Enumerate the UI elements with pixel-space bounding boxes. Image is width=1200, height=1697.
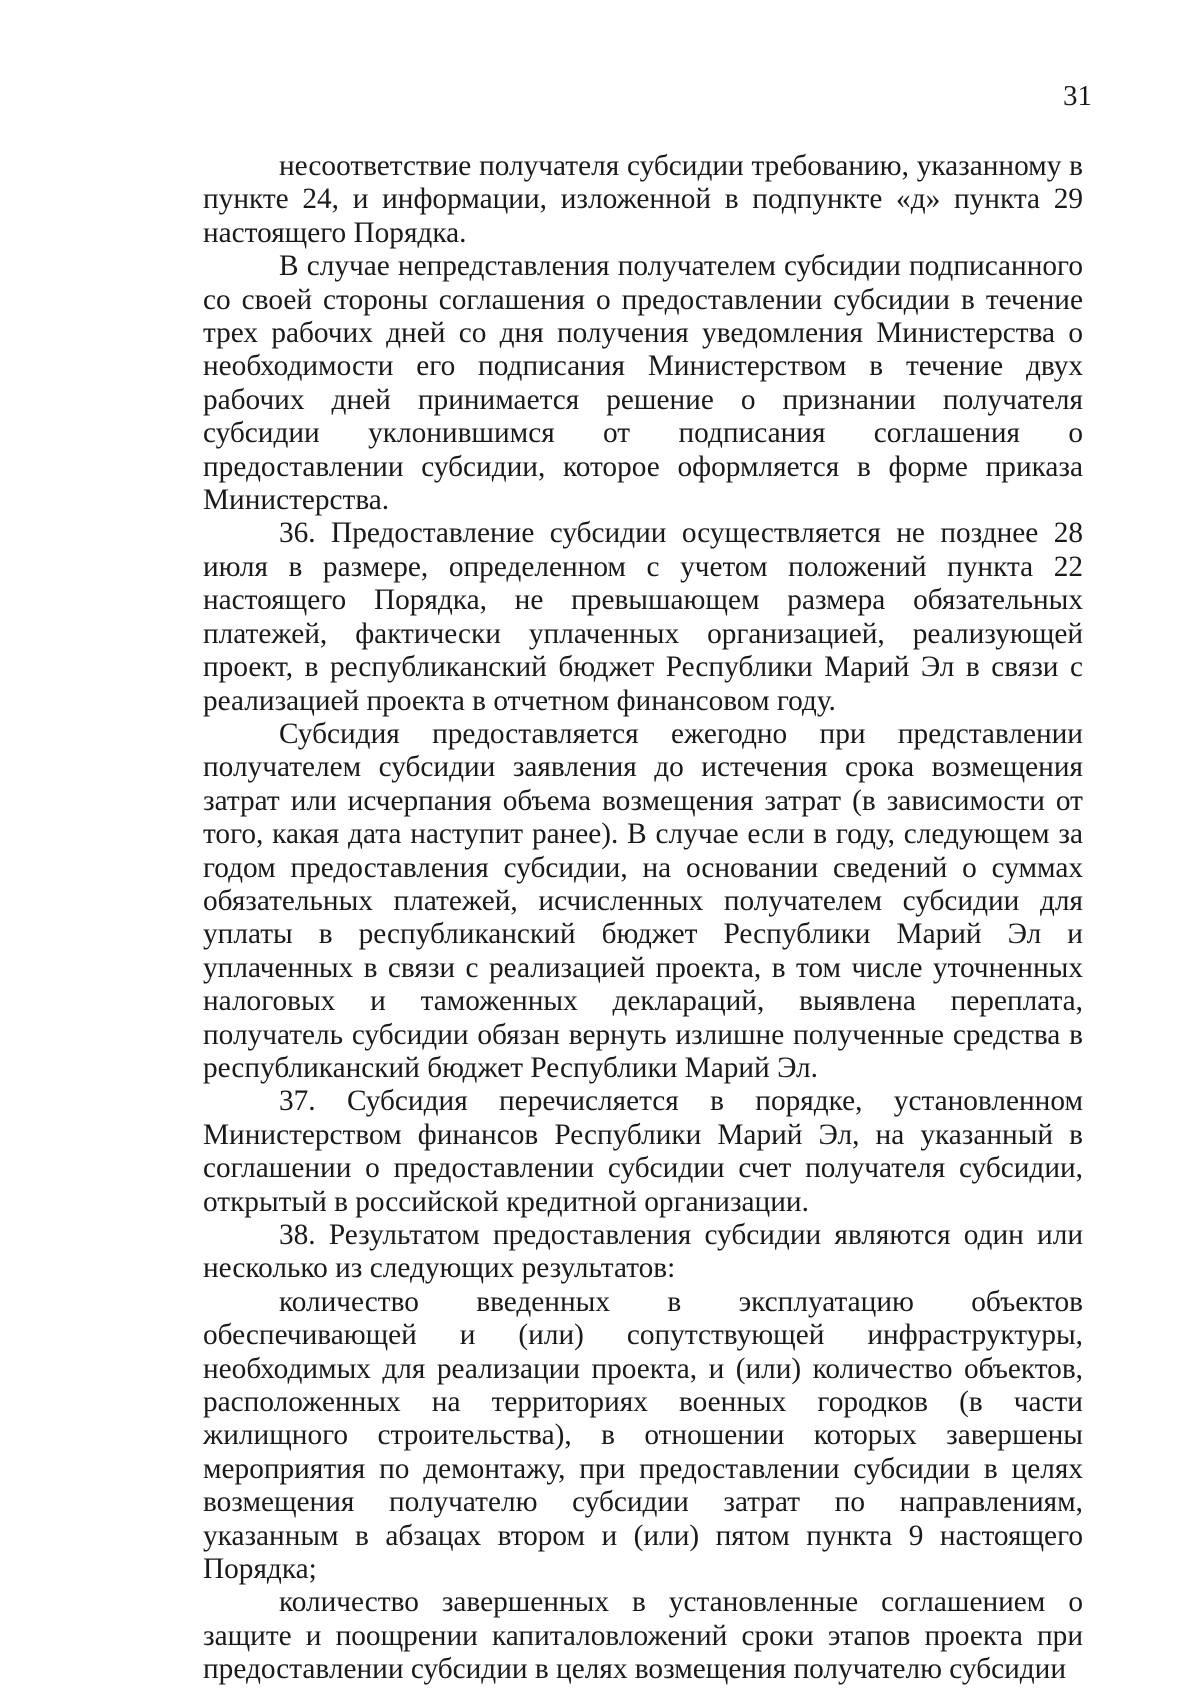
paragraph-3: 36. Предоставление субсидии осуществляется не позднее 28 июля в размере, определенном с учетом положений пункта 22 настоящего Порядка, не превышающем размера обязательных платежей, фактически уплаченных организацией, реализующей проект, в республиканский бюджет Республики Марий Эл в связи с реализацией проекта в отчетном финансовом году. xyxy=(203,517,1083,717)
paragraph-2: В случае непредставления получателем субсидии подписанного со своей стороны соглашения о предоставлении субсидии в течение трех рабочих дней со дня получения уведомления Министерства о необходимости его подписания Министерством в течение двух рабочих дней принимается решение о признании получателя субсидии уклонившимся от подписания соглашения о предоставлении субсидии, которое оформляется в форме приказа Министерства. xyxy=(203,250,1083,517)
paragraph-1: несоответствие получателя субсидии требованию, указанному в пункте 24, и информации, изложенной в подпункте «д» пункта 29 настоящего Порядка. xyxy=(203,150,1083,249)
paragraph-8: количество завершенных в установленные соглашением о защите и поощрении капиталовложений сроки этапов проекта при предоставлении субсидии в целях возмещения получателю субсидии xyxy=(203,1586,1083,1686)
paragraph-7: количество введенных в эксплуатацию объектов обеспечивающей и (или) сопутствующей инфраструктуры, необходимых для реализации проекта, и (или) количество объектов, расположенных на территориях военных городков (в части жилищного строительства), в отношении которых завершены мероприятия по демонтажу, при предоставлении субсидии в целях возмещения получателю субсидии затрат по направлениям, указанным в абзацах втором и (или) пятом пункта 9 настоящего Порядка; xyxy=(203,1285,1083,1586)
paragraph-6: 38. Результатом предоставления субсидии являются один или несколько из следующих результатов: xyxy=(203,1219,1083,1285)
paragraph-4: Субсидия предоставляется ежегодно при представлении получателем субсидии заявления до истечения срока возмещения затрат или исчерпания объема возмещения затрат (в зависимости от того, какая дата наступит ранее). В случае если в году, следующем за годом предоставления субсидии, на основании сведений о суммах обязательных платежей, исчисленных получателем субсидии для уплаты в республиканский бюджет Республики Марий Эл и уплаченных в связи с реализацией проекта, в том числе уточненных налоговых и таможенных деклараций, выявлена переплата, получатель субсидии обязан вернуть излишне полученные средства в республиканский бюджет Республики Марий Эл. xyxy=(203,717,1083,1084)
page-number: 31 xyxy=(1063,80,1092,112)
document-body xyxy=(203,150,1083,1687)
paragraph-5: 37. Субсидия перечисляется в порядке, установленном Министерством финансов Республики Марий Эл, на указанный в соглашении о предоставлении субсидии счет получателя субсидии, открытый в российской кредитной организации. xyxy=(203,1085,1083,1218)
